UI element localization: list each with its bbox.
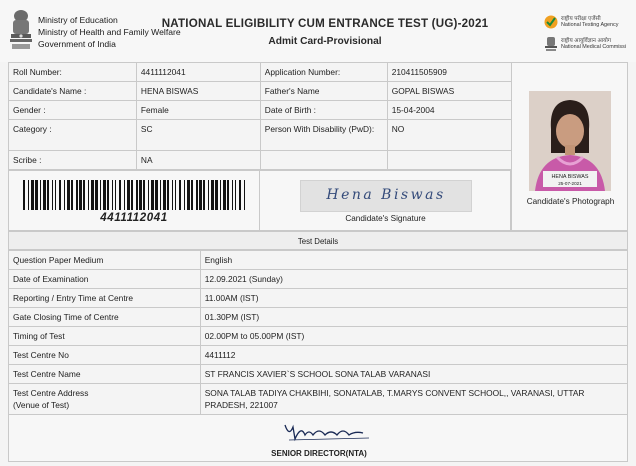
barcode-bar	[220, 180, 221, 210]
barcode-bar	[223, 180, 226, 210]
ministry-line: Ministry of Education	[38, 15, 118, 25]
barcode-bar	[155, 180, 158, 210]
candidate-photo	[529, 91, 611, 191]
category-value: SC	[136, 120, 260, 151]
barcode-bar	[172, 180, 173, 210]
barcode-bar	[196, 180, 198, 210]
detail-label: Timing of Test	[9, 327, 201, 346]
table-row	[9, 308, 628, 327]
candidate-name-value: HENA BISWAS	[136, 82, 260, 101]
barcode-bar	[227, 180, 229, 210]
nta-logo-icon	[544, 15, 558, 29]
table-row	[9, 270, 628, 289]
date-of-birth-label: Date of Birth :	[260, 101, 387, 120]
barcode-bar	[160, 180, 161, 210]
table-row	[9, 289, 628, 308]
barcode-bar	[64, 180, 65, 210]
barcode-bar	[43, 180, 46, 210]
director-title: SENIOR DIRECTOR(NTA)	[271, 449, 367, 458]
date-of-birth-value: 15-04-2004	[387, 101, 511, 120]
detail-value: 02.00PM to 05.00PM (IST)	[200, 327, 627, 346]
detail-value: English	[200, 251, 627, 270]
barcode-bar	[35, 180, 38, 210]
scribe-value: NA	[136, 151, 260, 170]
candidate-photo-image	[529, 91, 611, 191]
father-name-label: Father's Name	[260, 82, 387, 101]
detail-label: Test Centre No	[9, 346, 201, 365]
barcode-bar	[100, 180, 101, 210]
barcode-bar	[235, 180, 236, 210]
detail-label: Reporting / Entry Time at Centre	[9, 289, 201, 308]
nmc-logo	[544, 33, 636, 55]
barcode-bar	[67, 180, 70, 210]
empty-cell	[260, 151, 387, 170]
detail-value: SONA TALAB TADIYA CHAKBIHI, SONATALAB, T.MARYS CONVENT SCHOOL,, VARANASI, UTTAR PRADESH, 221007	[200, 384, 627, 422]
barcode-bar	[52, 180, 53, 210]
roll-number-value: 4411112041	[136, 63, 260, 82]
test-details-table	[8, 250, 628, 422]
barcode-bar	[76, 180, 78, 210]
agency-hindi-name: राष्ट्रीय परीक्षा एजेंसी	[561, 15, 601, 22]
scribe-label: Scribe :	[9, 151, 137, 170]
agency-name: National Medical Commissi	[561, 44, 627, 50]
detail-value: 01.30PM (IST)	[200, 308, 627, 327]
barcode-bar	[59, 180, 61, 210]
barcode-bar	[127, 180, 130, 210]
document-subtitle: Admit Card-Provisional	[268, 36, 382, 47]
gender-value: Female	[136, 101, 260, 120]
photo-cell	[511, 62, 628, 231]
application-number-value: 210411505909	[387, 63, 511, 82]
table-row	[9, 365, 628, 384]
candidate-name-label: Candidate's Name :	[9, 82, 137, 101]
ministry-line: Government of India	[38, 39, 116, 49]
barcode-bar	[215, 180, 218, 210]
signature-cell	[260, 170, 511, 231]
father-name-value: GOPAL BISWAS	[387, 82, 511, 101]
barcode-bar	[136, 180, 138, 210]
barcode-bar	[232, 180, 233, 210]
detail-value: 4411112	[200, 346, 627, 365]
detail-label: Question Paper Medium	[9, 251, 201, 270]
barcode-bar	[107, 180, 109, 210]
barcode-bar	[112, 180, 113, 210]
roll-number-label: Roll Number:	[9, 63, 137, 82]
barcode-bar	[79, 180, 82, 210]
nmc-emblem-icon	[544, 36, 558, 52]
barcode-bar	[187, 180, 190, 210]
agency-hindi-name: राष्ट्रीय आयुर्विज्ञान आयोग	[561, 37, 612, 44]
barcode-bar	[163, 180, 166, 210]
barcode-bar	[55, 180, 56, 210]
barcode-bar	[203, 180, 205, 210]
barcode-bar	[115, 180, 116, 210]
barcode-bar	[244, 180, 245, 210]
category-label: Category :	[9, 120, 137, 151]
barcode-bar	[139, 180, 142, 210]
pwd-label: Person With Disability (PwD):	[260, 120, 387, 151]
detail-label: Date of Examination	[9, 270, 201, 289]
gender-label: Gender :	[9, 101, 137, 120]
barcode-bar	[131, 180, 133, 210]
admit-card-header	[0, 0, 636, 62]
barcode-number: 4411112041	[100, 212, 168, 224]
detail-value: 12.09.2021 (Sunday)	[200, 270, 627, 289]
signature-handwriting: Hena Biswas	[326, 187, 446, 203]
barcode-bar	[184, 180, 185, 210]
footer-signature-block	[8, 414, 628, 462]
photo-date-label: 25-07-2021	[558, 181, 582, 186]
barcode-bar	[151, 180, 154, 210]
barcode-bar	[179, 180, 181, 210]
candidate-signature	[300, 180, 472, 212]
barcode-bar	[208, 180, 209, 210]
signature-caption: Candidate's Signature	[345, 214, 426, 223]
empty-cell	[387, 151, 511, 170]
barcode-bar	[40, 180, 41, 210]
barcode-bar	[95, 180, 98, 210]
barcode-bar	[199, 180, 202, 210]
barcode-bar	[148, 180, 149, 210]
barcode-bar	[71, 180, 73, 210]
barcode-bar	[88, 180, 89, 210]
photo-caption: Candidate's Photograph	[526, 197, 615, 206]
barcode-signature-row	[8, 170, 511, 231]
barcode-bar	[175, 180, 176, 210]
application-number-label: Application Number:	[260, 63, 387, 82]
barcode-bar	[239, 180, 241, 210]
barcode-bar	[31, 180, 34, 210]
ministry-line: Ministry of Health and Family Welfare	[38, 27, 181, 37]
table-row	[9, 346, 628, 365]
pwd-value: NO	[387, 120, 511, 151]
barcode-bar	[191, 180, 193, 210]
barcode-bar	[211, 180, 214, 210]
exam-title: NATIONAL ELIGIBILITY CUM ENTRANCE TEST (UG)-2021	[161, 17, 489, 30]
nta-logo	[544, 11, 636, 33]
detail-value: ST FRANCIS XAVIER`S SCHOOL SONA TALAB VARANASI	[200, 365, 627, 384]
table-row	[9, 327, 628, 346]
director-signature	[279, 421, 379, 443]
barcode-bar	[91, 180, 94, 210]
barcode	[23, 180, 245, 210]
table-row	[9, 251, 628, 270]
barcode-bar	[143, 180, 145, 210]
photo-name-label: HENA BISWAS	[551, 174, 589, 180]
national-emblem-icon	[8, 8, 34, 52]
barcode-cell	[8, 170, 260, 231]
barcode-bar	[124, 180, 125, 210]
barcode-bar	[23, 180, 25, 210]
barcode-bar	[167, 180, 169, 210]
barcode-bar	[83, 180, 85, 210]
detail-value: 11.00AM (IST)	[200, 289, 627, 308]
detail-label: Test Centre Address (Venue of Test)	[9, 384, 201, 422]
barcode-bar	[119, 180, 121, 210]
detail-label: Test Centre Name	[9, 365, 201, 384]
agency-logos	[544, 11, 636, 55]
barcode-bar	[28, 180, 29, 210]
agency-name: National Testing Agency	[561, 22, 619, 28]
barcode-bar	[47, 180, 49, 210]
test-details-heading: Test Details	[8, 231, 628, 250]
detail-label: Gate Closing Time of Centre	[9, 308, 201, 327]
barcode-bar	[103, 180, 106, 210]
